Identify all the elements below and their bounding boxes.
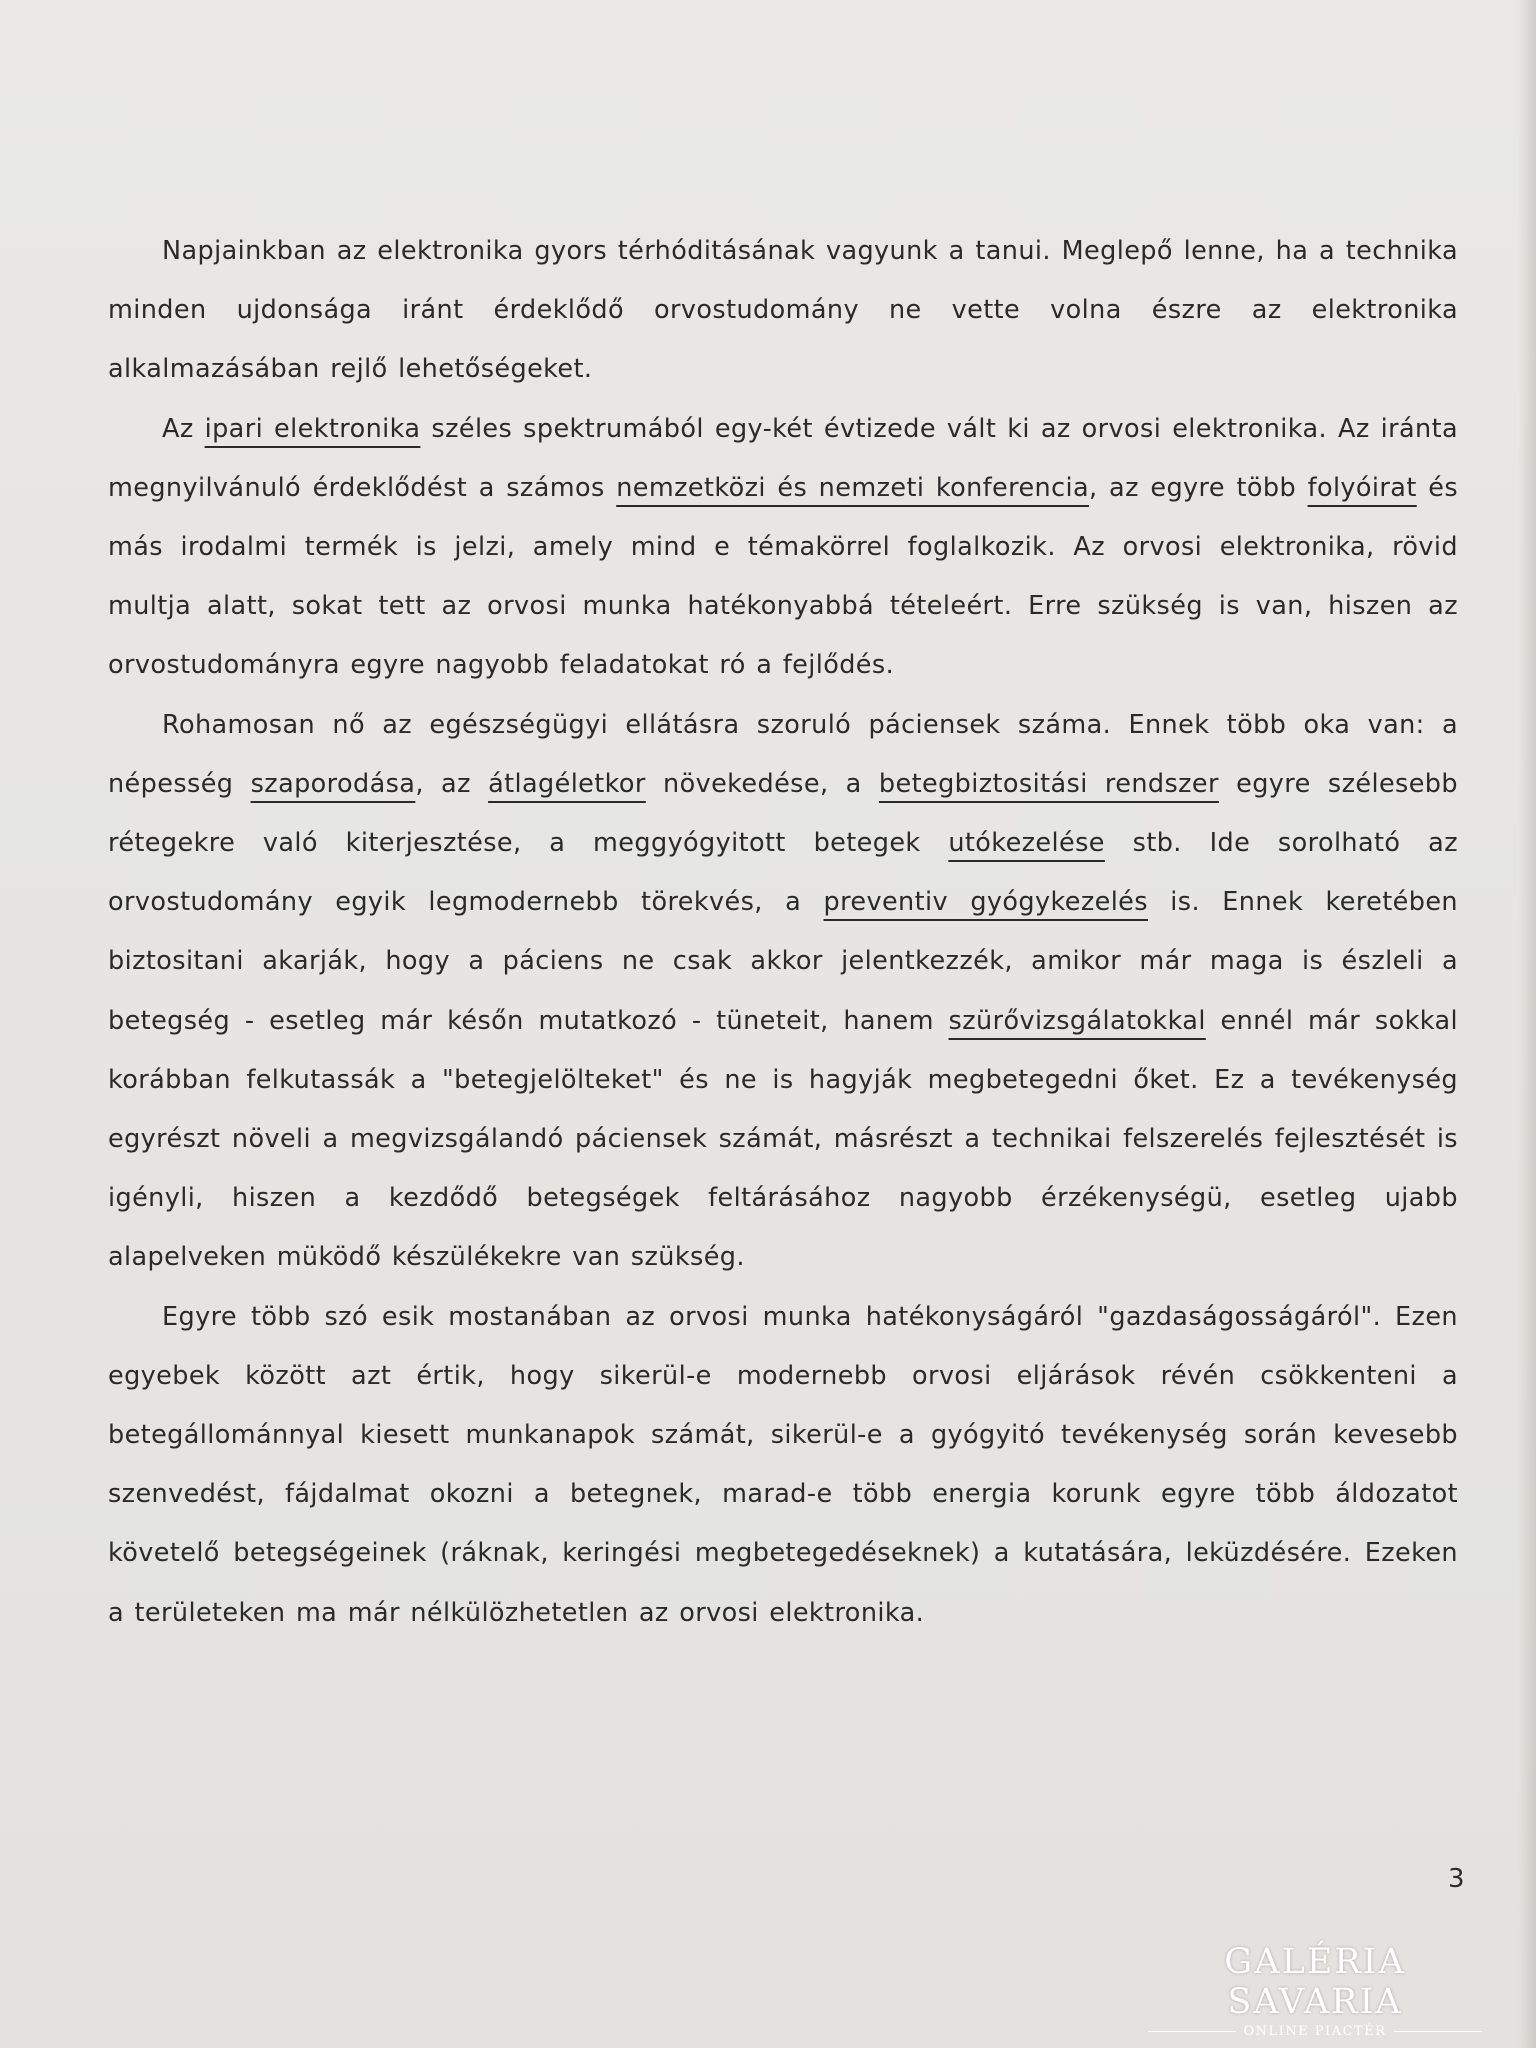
- text-run: Egyre több szó esik mostanában az orvosi munka hatékonyságáról "gazdaságosságáról". Ezen egyebek között azt értik, hogy sikerül-e modernebb orvosi eljárások révén csökkenteni a betegállománnyal kiesett munkanapok számát, sikerül-e a gyógyitó tevékenység során kevesebb szenvedést, fájdalmat okozni a betegnek, marad-e több energia korunk egyre több áldozatot követelő betegségeinek (ráknak, keringési megbetegedéseknek) a kutatására, leküzdésére. Ezeken a területeken ma már nélkülözhetetlen az orvosi elektronika.: [108, 1301, 1458, 1628]
- text-run: egyre szélesebb rétegekre való kiterjesztése, a meggyógyitott betegek: [108, 768, 1458, 859]
- text-run: , az: [415, 768, 489, 799]
- underlined-term: szaporodása: [250, 768, 416, 799]
- text-run: is. Ennek keretében biztositani akarják, hogy a páciens ne csak akkor jelentkezzék, amikor már maga is észleli a betegség - esetleg már későn mutatkozó - tüneteit, hanem: [108, 887, 1458, 1036]
- text-run: Napjainkban az elektronika gyors térhóditásának vagyunk a tanui. Meglepő lenne, ha a technika minden ujdonsága iránt érdeklődő orvostudomány ne vette volna észre az elektronika alkalmazásában rejlő lehetőségeket.: [108, 236, 1458, 385]
- paragraph-2: [108, 400, 1458, 696]
- watermark: [1140, 1942, 1490, 2039]
- underlined-term: utókezelése: [948, 828, 1105, 859]
- text-run: széles spektrumából egy-két évtizede vált ki az orvosi elektronika. Az iránta megnyilvánuló érdeklődést a számos: [108, 413, 1458, 503]
- underlined-term: nemzetközi és nemzeti konferencia: [616, 472, 1090, 503]
- body-text: [108, 222, 1458, 1643]
- watermark-subtitle: ONLINE PIACTÉR: [1243, 2024, 1387, 2039]
- text-run: ennél már sokkal korábban felkutassák a "betegjelölteket" és ne is hagyják megbetegedni őket. Ez a tevékenység egyrészt növeli a megvizsgálandó páciensek számát, másrészt a technikai felszerelés fejlesztését is igényli, hiszen a kezdődő betegségek feltárásához nagyobb érzékenységü, esetleg ujabb alapelveken müködő készülékekre van szükség.: [108, 1005, 1458, 1273]
- watermark-rule-right: [1394, 2031, 1482, 2032]
- underlined-term: átlagéletkor: [488, 768, 646, 799]
- text-run: Rohamosan nő az egészségügyi ellátásra szoruló páciensek száma. Ennek több oka van: a népesség: [108, 709, 1458, 799]
- text-run: , az egyre több: [1089, 472, 1308, 503]
- paragraph-4: [108, 1288, 1458, 1643]
- paragraph-3: [108, 696, 1458, 1288]
- underlined-term: folyóirat: [1307, 472, 1417, 503]
- underlined-term: ipari elektronika: [204, 413, 421, 444]
- text-run: stb. Ide sorolható az orvostudomány egyik legmodernebb törekvés, a: [108, 828, 1458, 918]
- text-run: növekedése, a: [645, 768, 879, 799]
- underlined-term: betegbiztositási rendszer: [878, 768, 1219, 799]
- watermark-rule-left: [1148, 2031, 1236, 2032]
- underlined-term: preventiv gyógykezelés: [823, 887, 1148, 918]
- paragraph-1: [108, 222, 1458, 400]
- page-edge-shadow: [1518, 0, 1536, 2048]
- watermark-subtitle-row: [1140, 2024, 1490, 2039]
- underlined-term: szürővizsgálatokkal: [948, 1005, 1206, 1036]
- text-run: és más irodalmi termék is jelzi, amely mind e témakörrel foglalkozik. Az orvosi elektronika, rövid multja alatt, sokat tett az orvosi munka hatékonyabbá tételeért. Erre szükség is van, hiszen az orvostudományra egyre nagyobb feladatokat ró a fejlődés.: [108, 472, 1459, 681]
- text-run: Az: [162, 413, 205, 444]
- watermark-title: GALÉRIA SAVARIA: [1224, 1942, 1406, 2022]
- page-number: 3: [1448, 1864, 1465, 1894]
